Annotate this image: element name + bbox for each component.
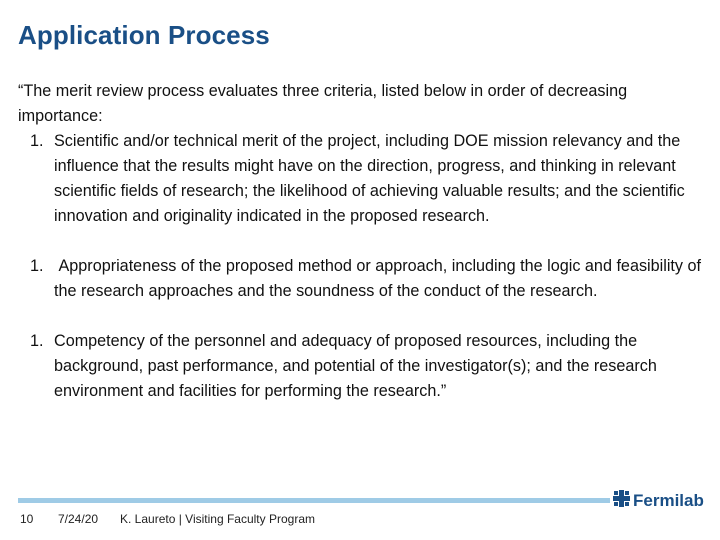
footer-rule [18,498,610,503]
criterion-item [18,329,708,404]
fermilab-logo [613,490,704,512]
footer-date: 7/24/20 [58,512,99,526]
criterion-item [18,254,708,304]
logo-text: Fermilab [633,491,704,510]
criterion-text: Appropriateness of the proposed method or approach, including the logic and feasibility of the research approaches and the soundness of the conduct of the research. [54,257,706,300]
criterion-text: Scientific and/or technical merit of the project, including DOE mission relevancy and the influence that the results might have on the direction, progress, and thinking in relevant scientific fields of research; the likelihood of achieving valuable results; and the scientific innovation and originality indicated in the proposed research. [54,132,685,225]
slide-title: Application Process [18,20,270,50]
page-number: 10 [20,512,34,526]
fermilab-logo-icon [613,490,630,512]
footer-credit: K. Laureto | Visiting Faculty Program [120,512,315,526]
criterion-number: 1. [30,257,44,275]
criterion-text: Competency of the personnel and adequacy of proposed resources, including the background, past performance, and potential of the investigator(s); and the research environment and facilities for performing the research.” [54,332,657,400]
criterion-number: 1. [30,332,44,350]
slide-body [18,79,708,404]
intro-text: “The merit review process evaluates three criteria, listed below in order of decreasing importance: [18,82,628,125]
criterion-number: 1. [30,132,44,150]
criterion-item [18,129,708,229]
